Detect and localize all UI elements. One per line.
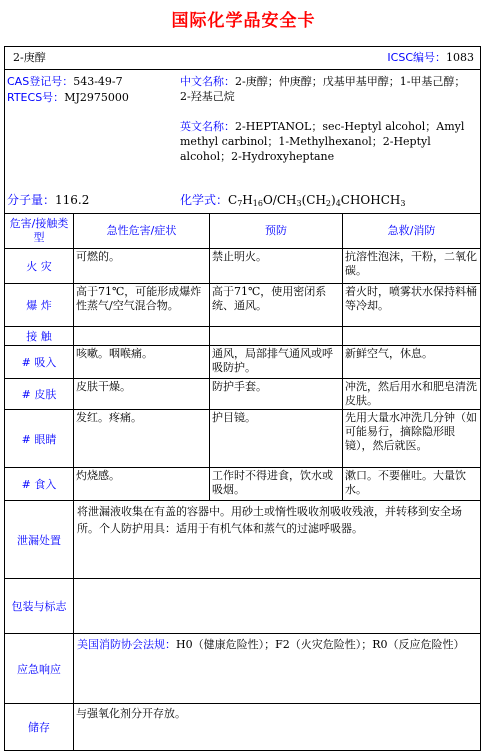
row-fire-first-aid: 抗溶性泡沫，干粉，二氧化碳。 — [345, 250, 477, 277]
chemical-formula — [180, 193, 405, 211]
row-skin-acute: 皮肤干燥。 — [76, 380, 131, 393]
row-explosion-acute: 高于71℃，可能形成爆炸性蒸气/空气混合物。 — [76, 285, 202, 312]
header-hazard-type: 危害/接触类型 — [9, 217, 69, 244]
icsc-label: ICSC编号： — [387, 51, 446, 64]
emergency-lead: 美国消防协会法规： — [77, 638, 176, 651]
english-name — [180, 119, 476, 164]
cas-label: CAS登记号： — [7, 75, 74, 88]
row-ingestion-first-aid: 漱口。不要催吐。大量饮水。 — [345, 469, 466, 496]
row-eyes-type: # 眼睛 — [21, 432, 57, 446]
safety-card — [4, 46, 481, 751]
en-label: 英文名称： — [180, 120, 235, 133]
row-fire-prevention: 禁止明火。 — [212, 250, 267, 263]
spill-label: 泄漏处置 — [17, 533, 61, 547]
row-eyes-first-aid: 先用大量水冲洗几分钟（如可能易行，摘除隐形眼镜），然后就医。 — [345, 411, 477, 452]
icsc-value: 1083 — [446, 51, 474, 64]
row-explosion-first-aid: 着火时，喷雾状水保持料桶等冷却。 — [345, 285, 477, 312]
row-ingestion-type: # 食入 — [21, 478, 57, 491]
formula-label: 化学式： — [180, 193, 229, 207]
icsc-number — [387, 50, 474, 65]
emergency-value: H0（健康危险性）；F2（火灾危险性）；R0（反应危险性） — [176, 638, 465, 651]
packaging-label: 包装与标志 — [11, 600, 67, 613]
row-ingestion-acute: 灼烧感。 — [76, 469, 120, 482]
rtecs-line — [7, 90, 129, 105]
header-prevention: 预防 — [265, 224, 287, 237]
cas-line — [7, 74, 123, 89]
spill-text: 将泄漏液收集在有盖的容器中。用砂土或惰性吸收剂吸收残液，并转移到安全场所。个人防护用具：适用于有机气体和蒸气的过滤呼吸器。 — [77, 505, 462, 535]
rtecs-label: RTECS号： — [7, 91, 65, 104]
molecular-weight — [7, 193, 89, 208]
row-skin-type: # 皮肤 — [21, 388, 57, 401]
header-first-aid: 急救/消防 — [387, 224, 436, 237]
packaging-text — [74, 579, 480, 581]
cn-label: 中文名称： — [180, 75, 235, 88]
row-eyes-prevention: 护目镜。 — [212, 411, 256, 424]
row-explosion-type: 爆 炸 — [26, 299, 52, 312]
row-inhalation-type: # 吸入 — [21, 356, 57, 369]
row-inhalation-prevention: 通风，局部排气通风或呼吸防护。 — [212, 347, 333, 374]
storage-label: 储存 — [28, 721, 50, 734]
emergency-label: 应急响应 — [17, 662, 61, 676]
row-explosion-prevention: 高于71℃，使用密闭系统、通风。 — [212, 285, 327, 312]
en-value: 2-HEPTANOL；sec-Heptyl alcohol；Amyl methyl carbinol；1-Methylhexanol；2-Heptyl alcohol；2-Hydroxyheptane — [180, 120, 465, 163]
page-title: 国际化学品安全卡 — [171, 11, 316, 31]
cas-value: 543-49-7 — [73, 75, 123, 88]
emergency-text — [74, 636, 480, 654]
row-contact-type: 接 触 — [26, 330, 52, 343]
row-fire-type: 火 灾 — [26, 260, 52, 273]
header-acute: 急性危害/症状 — [106, 224, 177, 237]
row-ingestion-prevention: 工作时不得进食，饮水或吸烟。 — [212, 469, 333, 496]
mw-label: 分子量： — [7, 193, 56, 207]
storage-text: 与强氧化剂分开存放。 — [76, 707, 186, 720]
row-inhalation-acute: 咳嗽。咽喉痛。 — [76, 347, 153, 360]
row-skin-prevention: 防护手套。 — [212, 380, 267, 393]
rtecs-value: MJ2975000 — [64, 91, 129, 104]
chemical-name: 2-庚醇 — [13, 51, 46, 64]
row-inhalation-first-aid: 新鲜空气，休息。 — [345, 347, 433, 360]
formula-value: $C_7H_{16}O/CH_3(CH_2)_4CHOHCH_3$ — [228, 193, 406, 208]
chinese-name — [180, 74, 476, 104]
mw-value: 116.2 — [55, 193, 90, 207]
row-eyes-acute: 发红。疼痛。 — [76, 411, 142, 424]
row-fire-acute: 可燃的。 — [76, 250, 120, 263]
row-skin-first-aid: 冲洗，然后用水和肥皂清洗皮肤。 — [345, 380, 477, 407]
cn-value: 2-庚醇；仲庚醇；戊基甲基甲醇；1-甲基己醇；2-羟基己烷 — [180, 75, 466, 103]
